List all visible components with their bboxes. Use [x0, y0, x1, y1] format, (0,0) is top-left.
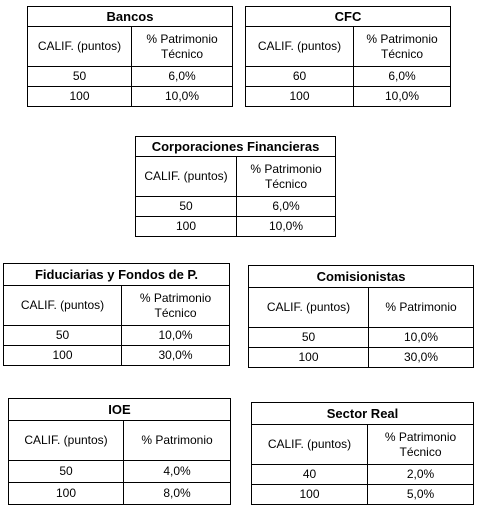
cell-calif: 100: [249, 348, 369, 368]
cell-pct: 30,0%: [369, 348, 474, 368]
header-calif: CALIF. (puntos): [249, 288, 369, 328]
cell-calif: 50: [28, 67, 132, 87]
cell-calif: 100: [28, 87, 132, 107]
cell-pct: 10,0%: [132, 87, 233, 107]
ioe-table: [8, 398, 231, 505]
table-title: IOE: [9, 399, 231, 421]
corporaciones-table: [135, 136, 336, 237]
header-pct: % Patrimonio Técnico: [122, 286, 230, 326]
fiduciarias-table: [3, 263, 230, 366]
table-title: Bancos: [28, 7, 233, 27]
cell-pct: 10,0%: [122, 326, 230, 346]
header-calif: CALIF. (puntos): [252, 425, 368, 465]
cell-pct: 8,0%: [124, 483, 231, 505]
header-calif: CALIF. (puntos): [4, 286, 122, 326]
sector-real-table: [251, 402, 474, 505]
cell-calif: 100: [9, 483, 124, 505]
cell-pct: 5,0%: [368, 485, 474, 505]
table-title: Corporaciones Financieras: [136, 137, 336, 157]
cell-calif: 100: [136, 217, 237, 237]
header-calif: CALIF. (puntos): [9, 421, 124, 461]
cell-pct: 2,0%: [368, 465, 474, 485]
cell-pct: 4,0%: [124, 461, 231, 483]
cell-pct: 10,0%: [237, 217, 336, 237]
header-pct: % Patrimonio: [369, 288, 474, 328]
header-pct: % Patrimonio: [124, 421, 231, 461]
header-pct: % Patrimonio Técnico: [237, 157, 336, 197]
cell-pct: 10,0%: [369, 328, 474, 348]
cell-pct: 10,0%: [354, 87, 451, 107]
cell-pct: 6,0%: [237, 197, 336, 217]
cell-pct: 30,0%: [122, 346, 230, 366]
cell-calif: 100: [246, 87, 354, 107]
bancos-table: [27, 6, 233, 107]
header-calif: CALIF. (puntos): [246, 27, 354, 67]
table-title: Comisionistas: [249, 266, 474, 288]
cell-calif: 60: [246, 67, 354, 87]
cell-calif: 50: [136, 197, 237, 217]
header-pct: % Patrimonio Técnico: [354, 27, 451, 67]
header-calif: CALIF. (puntos): [136, 157, 237, 197]
header-pct: % Patrimonio Técnico: [368, 425, 474, 465]
cell-calif: 100: [252, 485, 368, 505]
cell-calif: 50: [4, 326, 122, 346]
table-title: CFC: [246, 7, 451, 27]
cell-calif: 50: [249, 328, 369, 348]
header-calif: CALIF. (puntos): [28, 27, 132, 67]
cell-pct: 6,0%: [354, 67, 451, 87]
header-pct: % Patrimonio Técnico: [132, 27, 233, 67]
comisionistas-table: [248, 265, 474, 368]
cell-calif: 40: [252, 465, 368, 485]
cell-calif: 100: [4, 346, 122, 366]
cell-calif: 50: [9, 461, 124, 483]
cfc-table: [245, 6, 451, 107]
table-title: Fiduciarias y Fondos de P.: [4, 264, 230, 286]
table-title: Sector Real: [252, 403, 474, 425]
cell-pct: 6,0%: [132, 67, 233, 87]
